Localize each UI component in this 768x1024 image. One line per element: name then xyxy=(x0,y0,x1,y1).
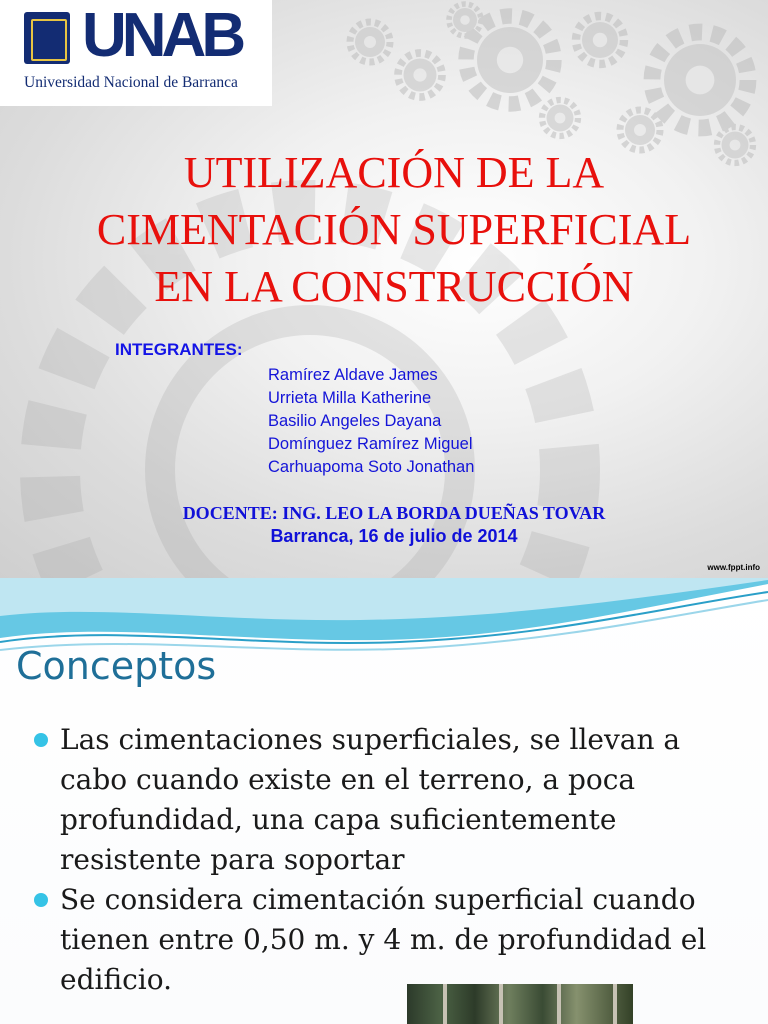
title-line: UTILIZACIÓN DE LA xyxy=(183,148,605,197)
member-name: Urrieta Milla Katherine xyxy=(268,389,432,407)
shield-icon xyxy=(24,12,70,64)
member-name: Basilio Angeles Dayana xyxy=(268,412,442,430)
bullet-icon xyxy=(34,733,48,747)
concepts-slide xyxy=(0,578,768,1024)
bullet-icon xyxy=(34,893,48,907)
university-logo xyxy=(0,0,272,106)
members-list xyxy=(268,364,474,479)
docente-line: DOCENTE: ING. LEO LA BORDA DUEÑAS TOVAR xyxy=(182,503,606,523)
member-name: Domínguez Ramírez Miguel xyxy=(268,435,473,453)
title-line: CIMENTACIÓN SUPERFICIAL xyxy=(96,205,692,254)
integrantes-label: INTEGRANTES: xyxy=(115,340,243,359)
bullet-text: Se considera cimentación superficial cuando tienen entre 0,50 m. y 4 m. de profundidad el edificio. xyxy=(60,883,707,996)
logo-subtitle: Universidad Nacional de Barranca xyxy=(24,74,238,91)
member-name: Carhuapoma Soto Jonathan xyxy=(268,458,475,476)
construction-photo xyxy=(407,984,633,1024)
watermark-text: www.fppt.info xyxy=(707,563,760,572)
slide-heading: Conceptos xyxy=(16,644,217,688)
bullet-item xyxy=(34,880,754,1000)
date-line: Barranca, 16 de julio de 2014 xyxy=(270,526,518,546)
slide-title xyxy=(20,144,768,315)
gear-icon xyxy=(350,4,753,163)
bullet-list xyxy=(34,720,754,1000)
bullet-text: Las cimentaciones superficiales, se llevan a cabo cuando existe en el terreno, a poca profundidad, una capa suficientemente resistente para soportar xyxy=(60,723,681,876)
bullet-item xyxy=(34,720,754,880)
member-name: Ramírez Aldave James xyxy=(268,366,438,384)
logo-wordmark: UNAB xyxy=(82,1,242,70)
title-line: EN LA CONSTRUCCIÓN xyxy=(154,262,634,311)
